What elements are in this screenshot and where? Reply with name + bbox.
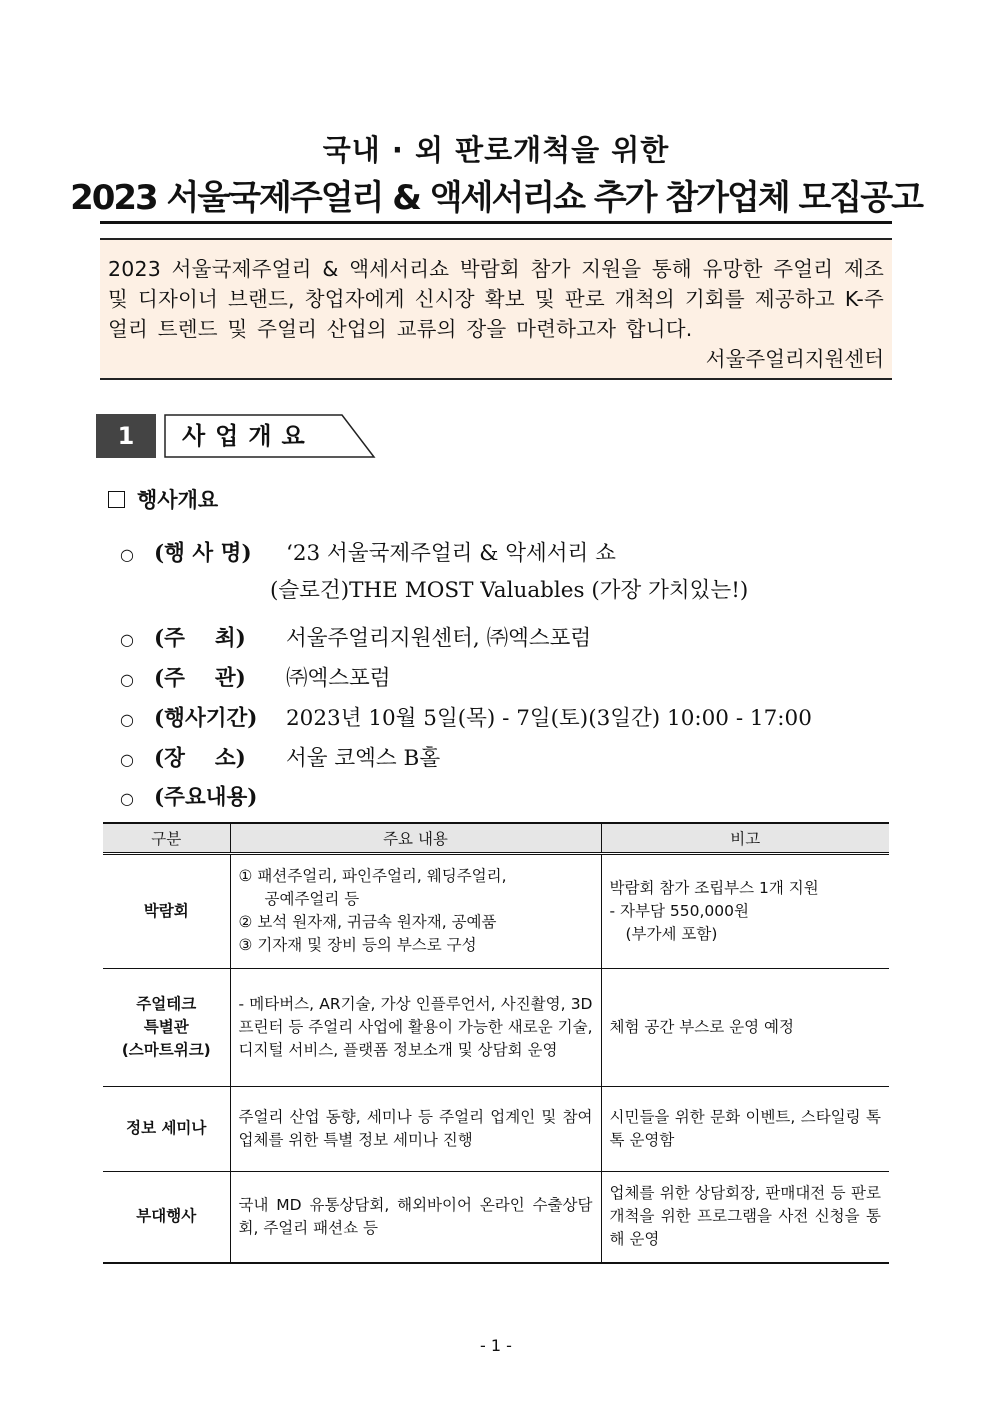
item-label: (장 소)	[154, 746, 246, 771]
item-label: (주 최)	[154, 626, 246, 651]
category-line: (스마트위크)	[121, 1040, 211, 1059]
item-value: ‘23 서울국제주얼리 & 악세서리 쇼	[286, 541, 616, 566]
item-value: ㈜엑스포럼	[286, 666, 391, 691]
table-row	[103, 968, 889, 1086]
document-subtitle: 국내 · 외 판로개척을 위한	[322, 133, 670, 167]
row-category: 부대행사	[103, 1171, 230, 1263]
host-item	[120, 621, 591, 652]
item-label: (주요내용)	[154, 785, 258, 810]
row-category: 박람회	[103, 853, 230, 968]
row-content: - 메타버스, AR기술, 가상 인플루언서, 사진촬영, 3D프린터 등 주얼리 사업에 활용이 가능한 새로운 기술, 디지털 서비스, 플랫폼 정보소개 및 상담회 운영	[230, 968, 601, 1086]
period-item	[120, 701, 812, 732]
note-line: 박람회 참가 조립부스 1개 지원	[609, 878, 819, 897]
title-divider	[100, 221, 892, 224]
content-line: ① 패션주얼리, 파인주얼리, 웨딩주얼리,	[238, 867, 507, 885]
row-category	[103, 968, 230, 1086]
row-content: 주얼리 산업 동향, 세미나 등 주얼리 업계인 및 참여 업체를 위한 특별 정보 세미나 진행	[230, 1086, 601, 1171]
table-row	[103, 853, 889, 968]
row-content	[230, 853, 601, 968]
item-label: (주 관)	[154, 666, 246, 691]
item-label: (행 사 명)	[154, 541, 252, 566]
event-name-item	[120, 536, 616, 567]
table-row	[103, 1086, 889, 1171]
subsection-heading	[108, 484, 218, 514]
circle-bullet-icon: ○	[120, 545, 134, 564]
table-row	[103, 1171, 889, 1263]
circle-bullet-icon: ○	[120, 789, 134, 808]
item-value: 2023년 10월 5일(목) - 7일(토)(3일간) 10:00 - 17:00	[286, 706, 812, 731]
row-note: 시민들을 위한 문화 이벤트, 스타일링 톡톡 운영함	[601, 1086, 889, 1171]
category-line: 주얼테크	[136, 994, 197, 1013]
item-value: 서울 코엑스 B홀	[286, 746, 441, 771]
intro-organization: 서울주얼리지원센터	[705, 347, 884, 371]
header-category: 구분	[103, 823, 230, 853]
row-note: 체험 공간 부스로 운영 예정	[601, 968, 889, 1086]
category-line: 특별관	[143, 1017, 189, 1036]
subsection-title: 행사개요	[137, 487, 219, 512]
intro-text: 2023 서울국제주얼리 & 액세서리쇼 박람회 참가 지원을 통해 유망한 주얼리 제조 및 디자이너 브랜드, 창업자에게 신시장 확보 및 판로 개척의 기회를 제공하고 K-주얼리 트렌드 및 주얼리 산업의 교류의 장을 마련하고자 합니다.	[108, 257, 884, 341]
program-table	[103, 822, 889, 1264]
item-value: 서울주얼리지원센터, ㈜엑스포럼	[286, 626, 592, 651]
checkbox-icon	[108, 491, 125, 508]
row-category: 정보 세미나	[103, 1086, 230, 1171]
content-line: ③ 기자재 및 장비 등의 부스로 구성	[238, 936, 477, 954]
section-number: 1	[96, 414, 156, 458]
organizer-item	[120, 661, 391, 692]
header-note: 비고	[601, 823, 889, 853]
note-line: (부가세 포함)	[625, 924, 718, 943]
section-title: 사업개요	[182, 422, 315, 450]
main-content-item	[120, 780, 286, 811]
venue-item	[120, 741, 440, 772]
page-number: - 1 -	[480, 1336, 512, 1355]
circle-bullet-icon: ○	[120, 630, 134, 649]
circle-bullet-icon: ○	[120, 670, 134, 689]
note-line: - 자부담 550,000원	[609, 901, 749, 920]
circle-bullet-icon: ○	[120, 710, 134, 729]
row-note: 업체를 위한 상담회장, 판매대전 등 판로개척을 위한 프로그램을 사전 신청을 통해 운영	[601, 1171, 889, 1263]
document-title: 2023 서울국제주얼리 & 액세서리쇼 추가 참가업체 모집공고	[70, 178, 922, 218]
section-title-box	[164, 414, 376, 458]
content-line: ② 보석 원자재, 귀금속 원자재, 공예품	[238, 913, 497, 931]
event-slogan: (슬로건)THE MOST Valuables (가장 가치있는!)	[270, 578, 749, 603]
item-label: (행사기간)	[154, 706, 258, 731]
row-content: 국내 MD 유통상담회, 해외바이어 온라인 수출상담회, 주얼리 패션쇼 등	[230, 1171, 601, 1263]
header-content: 주요 내용	[230, 823, 601, 853]
intro-box	[100, 238, 892, 380]
content-line: 공예주얼리 등	[264, 890, 360, 908]
row-note	[601, 853, 889, 968]
circle-bullet-icon: ○	[120, 750, 134, 769]
table-header-row	[103, 823, 889, 853]
